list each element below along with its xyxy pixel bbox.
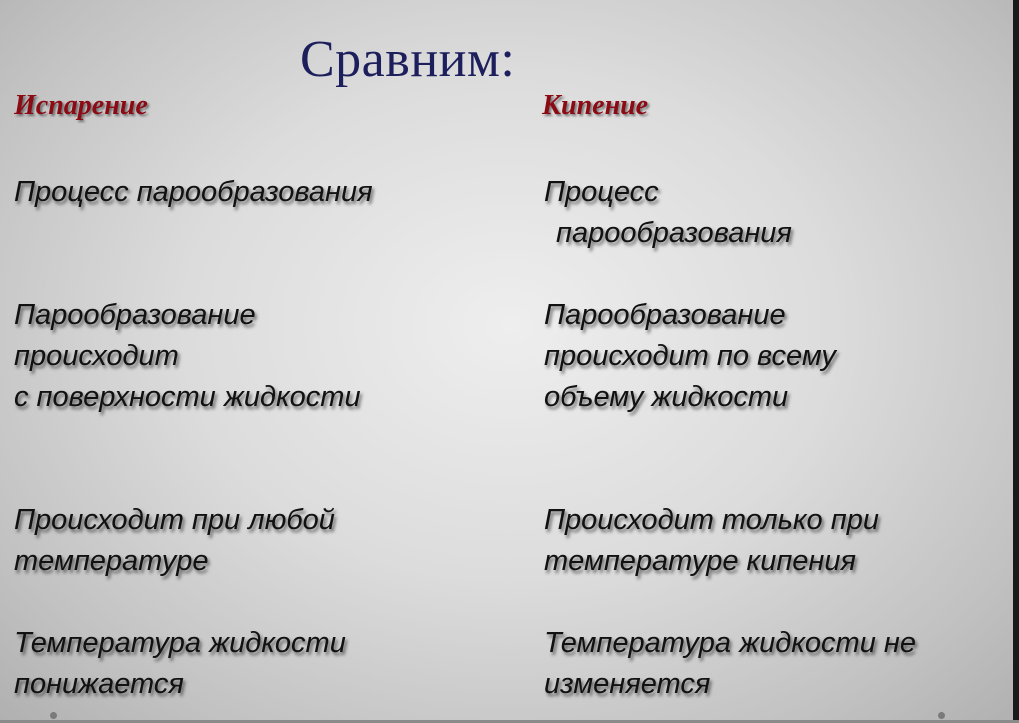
boiling-point-2 (544, 295, 836, 418)
text-line: происходит (14, 340, 179, 372)
boiling-point-3 (544, 500, 879, 582)
text-line: Температура жидкости не (544, 627, 916, 659)
column-heading-evaporation: Испарение (14, 90, 148, 121)
column-heading-boiling: Кипение (542, 90, 649, 121)
evaporation-point-1 (14, 172, 373, 213)
text-line: объему жидкости (544, 381, 789, 413)
text-line: Процесс парообразования (14, 176, 373, 208)
text-line: температуре кипения (544, 545, 857, 577)
text-line: Температура жидкости (14, 627, 346, 659)
text-line: Происходит при любой (14, 504, 335, 536)
text-line: происходит по всему (544, 340, 836, 372)
text-line: с поверхности жидкости (14, 381, 361, 413)
decorative-dot (938, 712, 945, 719)
text-line: Процесс (544, 176, 659, 208)
text-line: понижается (14, 668, 184, 700)
text-line: изменяется (544, 668, 711, 700)
window-frame-edge (1013, 0, 1019, 723)
slide-title: Сравним: (300, 31, 516, 88)
decorative-dot (50, 712, 57, 719)
text-line: температуре (14, 545, 209, 577)
boiling-point-1 (544, 172, 792, 254)
text-line: Парообразование (544, 299, 786, 331)
text-line: парообразования (556, 217, 792, 249)
boiling-point-4 (544, 623, 916, 705)
text-line: Парообразование (14, 299, 256, 331)
text-line: Происходит только при (544, 504, 879, 536)
evaporation-point-3 (14, 500, 335, 582)
evaporation-point-2 (14, 295, 361, 418)
evaporation-point-4 (14, 623, 346, 705)
